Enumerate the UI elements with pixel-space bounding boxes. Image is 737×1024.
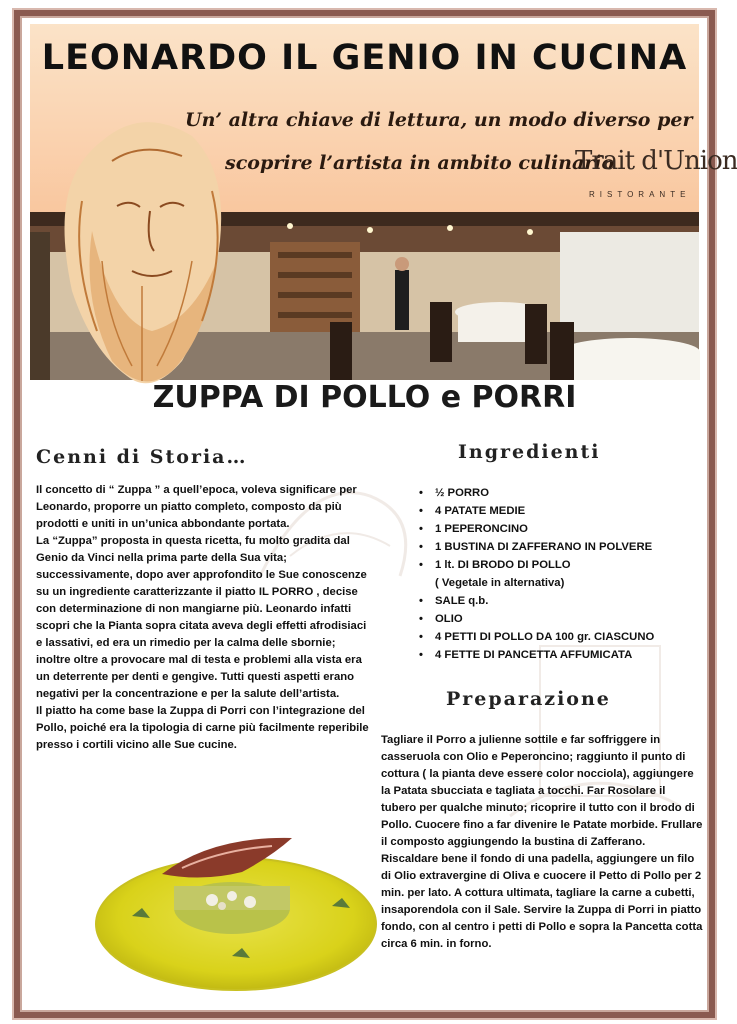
subtitle-line-1: Un’ altra chiave di lettura, un modo diverso per [185, 109, 693, 131]
logo-name: Trait d'Union [575, 146, 737, 176]
restaurant-logo [575, 146, 737, 206]
list-item: • 4 FETTE DI PANCETTA AFFUMICATA [419, 649, 633, 661]
list-item: • ½ PORRO [419, 487, 489, 499]
preparation-text: Tagliare il Porro a julienne sottile e far soffriggere in casseruola con Olio e Peperoncino; raggiunto il punto di cottura ( la pianta deve essere color nocciola), aggiungere la Patata sbucciata e tagliata a tocchi. Far Rosolare il tubero per qualche minuto; ricoprire il tutto con il brodo di Pollo. Cuocere fino a far divenire le Patate morbide. Frullare il composto aggiungendo la bustina di Zafferano. Riscaldare bene il fondo di una padella, aggiungere un filo di Olio extravergine di Oliva e cuocere il Petto di Pollo per 2 min. per lato. A cottura ultimata, tagliare la carne a cubetti, insaporendola con il Sale. Servire la Zuppa di Porri in piatto fondo, con al centro i petti di Pollo e sopra la Pancetta cotta circa 6 min. in forno. [381, 734, 703, 950]
list-item: • OLIO [419, 613, 463, 625]
list-item: • 4 PETTI DI POLLO DA 100 gr. CIASCUNO [419, 631, 655, 643]
ingredient-note: ( Vegetale in alternativa) [435, 577, 565, 589]
logo-subtitle: RISTORANTE [589, 190, 691, 199]
history-heading: Cenni di Storia… [36, 446, 248, 468]
dish-title: ZUPPA DI POLLO e PORRI [152, 380, 577, 415]
history-text: Il concetto di “ Zuppa ” a quell’epoca, voleva significare per Leonardo, proporre un piatto completo, composto da più prodotti e uniti in un’unica abbondante portata. La “Zuppa” proposta in questa ricetta, fu molto gradita dal Genio da Vinci nella prima parte della Sua vita; successivamente, dopo aver approfondito le Sue conoscenze su un ingrediente caratterizzante il piatto IL PORRO , decise con determinazione di non mangiarne più. Leonardo infatti scopri che la Pianta sopra citata aveva degli effetti afrodisiaci e lassativi, ed era un rimedio per la calma delle sbornie; inoltre oltre a provocare mal di testa e problemi alla vista era un deterrente per denti e gengive. Tutti questi aspetti erano negativi per la concentrazione e per la salute dell’artista. Il piatto ha come base la Zuppa di Porri con l’integrazione del Pollo, poiché era la tipologia di carne più facilmente reperibile presso i cortili vicino alle Sue cucine. [36, 484, 369, 751]
list-item: • 4 PATATE MEDIE [419, 505, 526, 517]
list-item: • SALE q.b. [419, 595, 489, 607]
dish-photo [92, 816, 380, 996]
list-item: • 1 PEPERONCINO [419, 523, 528, 535]
ingredients-list [415, 484, 705, 664]
ingredients-heading: Ingredienti [458, 441, 601, 463]
list-item: • 1 lt. DI BRODO DI POLLO ( Vegetale in alternativa) [415, 556, 705, 592]
preparation-heading: Preparazione [446, 688, 611, 710]
page-frame [14, 10, 737, 1018]
list-item: • 1 BUSTINA DI ZAFFERANO IN POLVERE [419, 541, 653, 553]
page-title: LEONARDO IL GENIO IN CUCINA [41, 38, 688, 78]
subtitle-line-2: scoprire l’artista in ambito culinario [225, 152, 615, 174]
leonardo-portrait [42, 111, 242, 396]
